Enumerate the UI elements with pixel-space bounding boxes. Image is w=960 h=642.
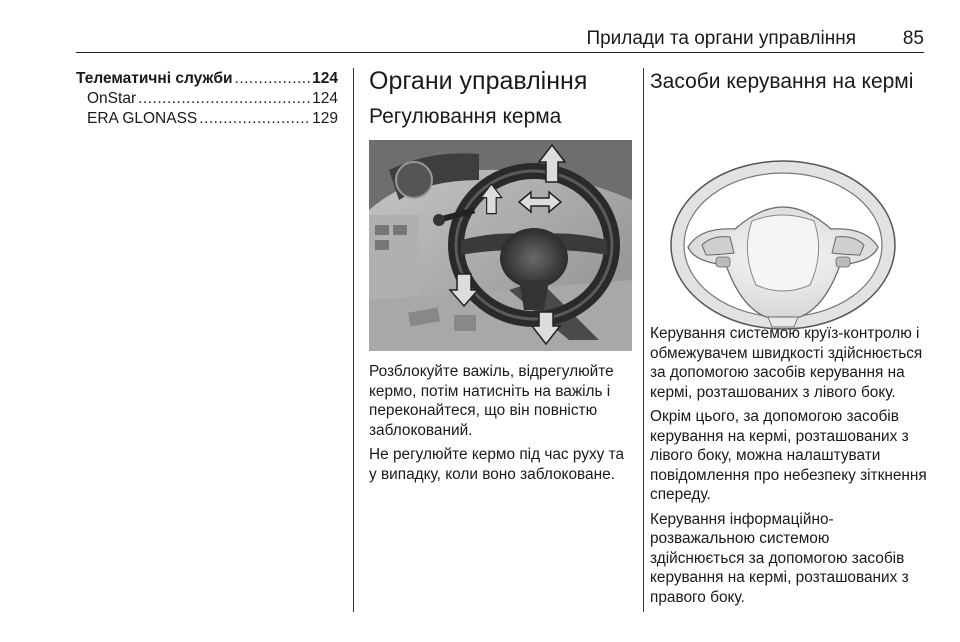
toc-label: ERA GLONASS (87, 110, 198, 127)
page-title: Прилади та органи управління (586, 28, 856, 49)
paragraph: Окрім цього, за допомогою засобів керування на кермі, розташованих з лівого боку, можна налаштувати повідомлення про небезпеку зіткнення спереду. (650, 408, 927, 503)
steering-adjustment-photo (369, 140, 632, 351)
section-title: Органи управління (369, 67, 588, 95)
toc-entry[interactable] (76, 89, 338, 109)
toc-entry[interactable] (76, 109, 338, 129)
column-divider (643, 68, 644, 612)
toc-page: 124 (312, 70, 338, 87)
toc-page: 129 (312, 110, 338, 127)
toc-label: Телематичні служби (76, 70, 233, 87)
table-of-contents (76, 69, 338, 129)
toc-leader (199, 109, 310, 129)
paragraph: Керування системою круїз-контролю і обмежувачем швидкості здійснюється за допомогою засобів керування на кермі, розташованих з лівого боку. (650, 325, 923, 401)
paragraph: Не регулюйте кермо під час руху та у випадку, коли воно заблоковане. (369, 446, 625, 483)
wheel-controls-description (650, 324, 928, 612)
page-header (76, 28, 924, 53)
paragraph: Керування інформаційно-розважальною системою здійснюється за допомогою засобів керування на кермі, розташованих з правого боку. (650, 510, 909, 606)
column-divider (353, 68, 354, 612)
paragraph: Розблокуйте важіль, відрегулюйте кермо, потім натисніть на важіль і переконайтеся, що він повністю заблокований. (369, 363, 614, 439)
toc-leader (138, 89, 310, 109)
page-number: 85 (902, 28, 924, 49)
toc-label: OnStar (87, 90, 137, 107)
toc-entry-main[interactable] (76, 69, 338, 89)
subsection-title: Регулювання керма (369, 105, 562, 128)
toc-page: 124 (312, 90, 338, 107)
toc-leader (235, 69, 311, 89)
adjustment-instructions (369, 362, 635, 489)
section-title: Засоби керування на кермі (650, 70, 914, 93)
